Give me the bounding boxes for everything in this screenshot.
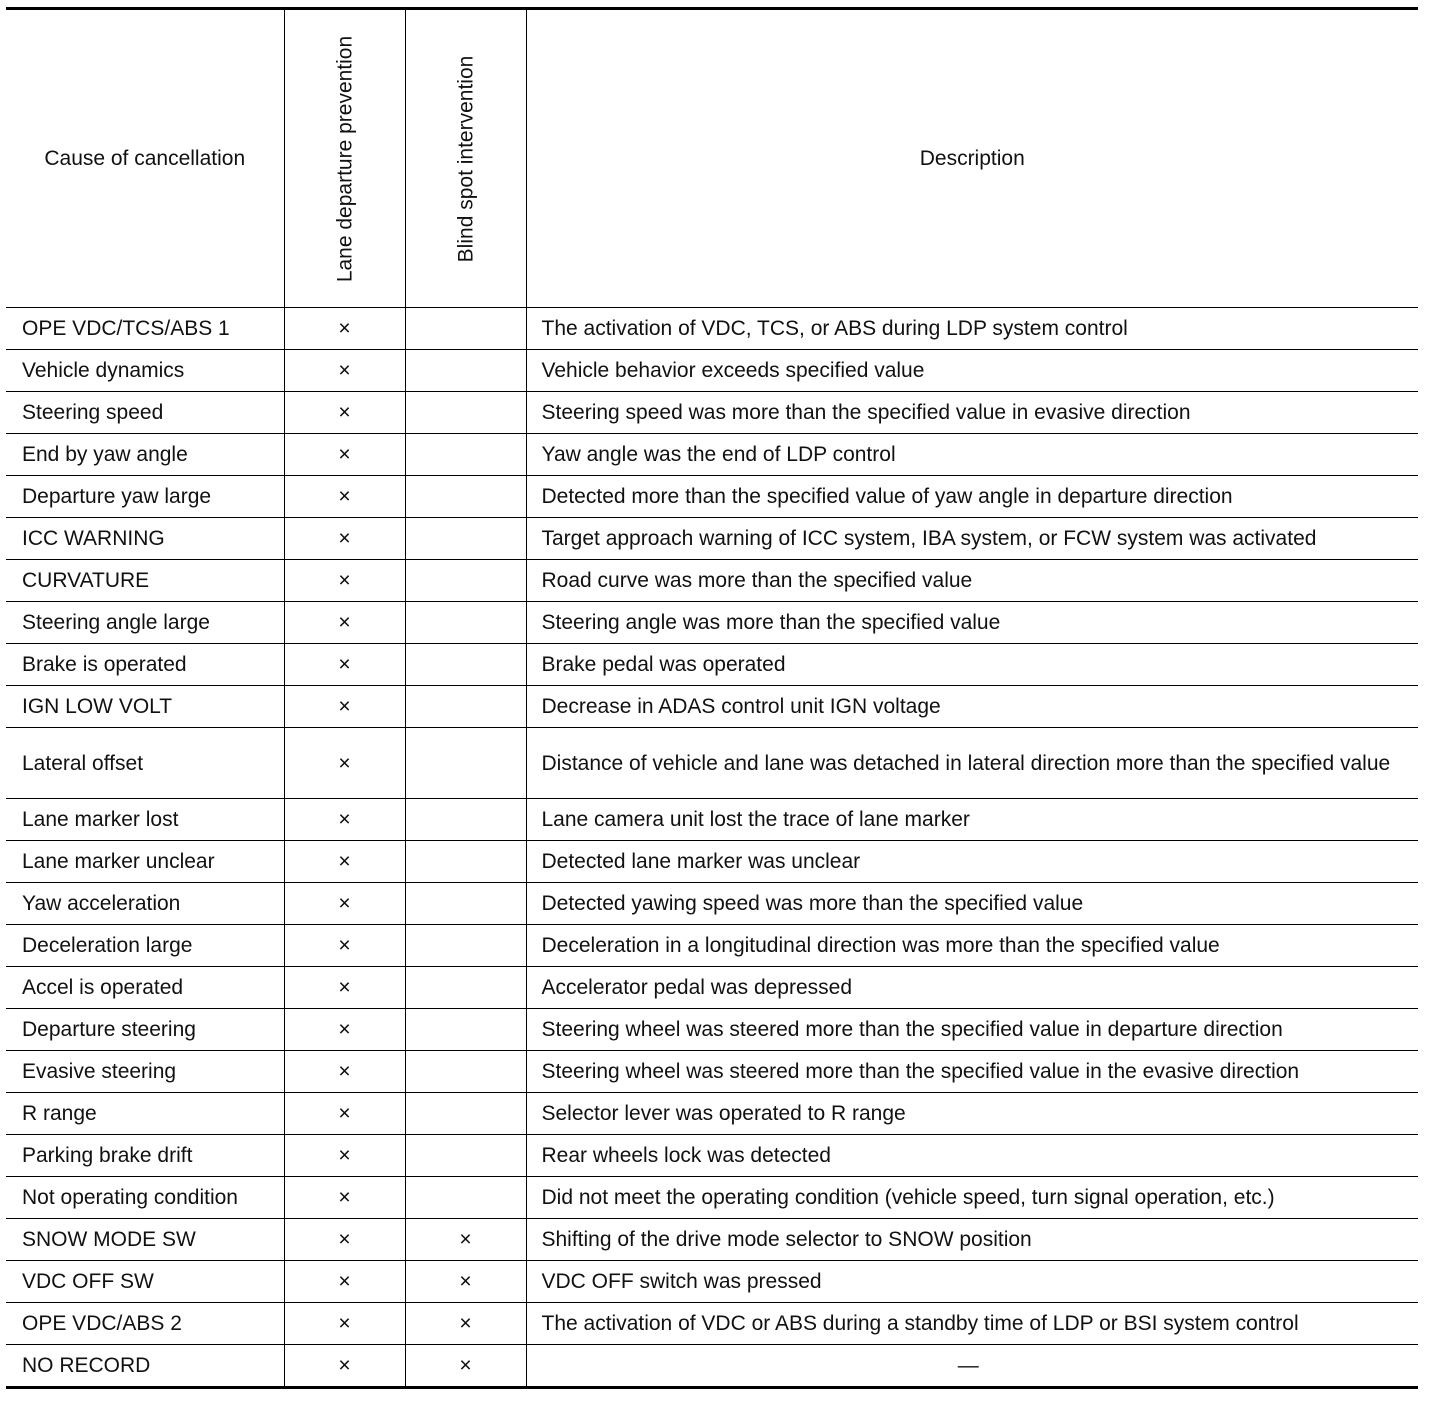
cause-cell: Yaw acceleration: [6, 883, 284, 925]
table-row: [6, 967, 1418, 1009]
description-cell: Detected lane marker was unclear: [526, 841, 1418, 883]
header-row: [6, 9, 1418, 308]
description-cell: Detected more than the specified value of yaw angle in departure direction: [526, 476, 1418, 518]
header-ldp-label: Lane departure prevention: [333, 35, 356, 282]
description-cell: Did not meet the operating condition (vehicle speed, turn signal operation, etc.): [526, 1177, 1418, 1219]
bsi-mark-cell: [405, 560, 526, 602]
cause-cell: NO RECORD: [6, 1345, 284, 1388]
cause-cell: R range: [6, 1093, 284, 1135]
cause-cell: Lane marker lost: [6, 799, 284, 841]
ldp-mark-cell: ×: [284, 1345, 405, 1388]
table-row: [6, 350, 1418, 392]
table-row: [6, 728, 1418, 799]
description-cell: The activation of VDC, TCS, or ABS during LDP system control: [526, 308, 1418, 350]
bsi-mark-cell: [405, 1093, 526, 1135]
description-cell: Rear wheels lock was detected: [526, 1135, 1418, 1177]
description-cell: Steering angle was more than the specified value: [526, 602, 1418, 644]
ldp-mark-cell: ×: [284, 1219, 405, 1261]
ldp-mark-cell: ×: [284, 1009, 405, 1051]
table-row: [6, 1093, 1418, 1135]
bsi-mark-cell: [405, 799, 526, 841]
description-cell: Accelerator pedal was depressed: [526, 967, 1418, 1009]
bsi-mark-cell: [405, 602, 526, 644]
ldp-mark-cell: ×: [284, 476, 405, 518]
cause-cell: Steering speed: [6, 392, 284, 434]
table-row: [6, 644, 1418, 686]
bsi-mark-cell: [405, 1009, 526, 1051]
cause-cell: OPE VDC/ABS 2: [6, 1303, 284, 1345]
description-cell: Deceleration in a longitudinal direction was more than the specified value: [526, 925, 1418, 967]
bsi-mark-cell: [405, 686, 526, 728]
cause-cell: Not operating condition: [6, 1177, 284, 1219]
ldp-mark-cell: ×: [284, 644, 405, 686]
table-row: [6, 560, 1418, 602]
ldp-mark-cell: ×: [284, 728, 405, 799]
description-cell: Road curve was more than the specified value: [526, 560, 1418, 602]
description-cell: Brake pedal was operated: [526, 644, 1418, 686]
ldp-mark-cell: ×: [284, 799, 405, 841]
header-ldp: [284, 9, 405, 308]
header-bsi: [405, 9, 526, 308]
table-row: [6, 1051, 1418, 1093]
cause-cell: VDC OFF SW: [6, 1261, 284, 1303]
ldp-mark-cell: ×: [284, 686, 405, 728]
description-cell: Steering speed was more than the specified value in evasive direction: [526, 392, 1418, 434]
ldp-mark-cell: ×: [284, 392, 405, 434]
ldp-mark-cell: ×: [284, 1135, 405, 1177]
table-row: [6, 1009, 1418, 1051]
description-cell: Vehicle behavior exceeds specified value: [526, 350, 1418, 392]
cause-cell: Departure steering: [6, 1009, 284, 1051]
header-bsi-label: Blind spot intervention: [454, 55, 477, 262]
ldp-mark-cell: ×: [284, 1261, 405, 1303]
bsi-mark-cell: [405, 1135, 526, 1177]
bsi-mark-cell: [405, 476, 526, 518]
bsi-mark-cell: ×: [405, 1219, 526, 1261]
bsi-mark-cell: [405, 925, 526, 967]
ldp-mark-cell: ×: [284, 350, 405, 392]
bsi-mark-cell: ×: [405, 1303, 526, 1345]
table-row: [6, 841, 1418, 883]
ldp-mark-cell: ×: [284, 1303, 405, 1345]
description-cell: Detected yawing speed was more than the specified value: [526, 883, 1418, 925]
table-row: [6, 925, 1418, 967]
cause-cell: Vehicle dynamics: [6, 350, 284, 392]
bsi-mark-cell: [405, 350, 526, 392]
table-row: [6, 1135, 1418, 1177]
cause-cell: Accel is operated: [6, 967, 284, 1009]
table-row: [6, 1219, 1418, 1261]
cancellation-table: [6, 7, 1418, 1389]
bsi-mark-cell: ×: [405, 1345, 526, 1388]
table-row: [6, 392, 1418, 434]
cause-cell: CURVATURE: [6, 560, 284, 602]
cause-cell: Deceleration large: [6, 925, 284, 967]
cause-cell: Lane marker unclear: [6, 841, 284, 883]
description-cell: Steering wheel was steered more than the specified value in departure direction: [526, 1009, 1418, 1051]
cause-cell: Evasive steering: [6, 1051, 284, 1093]
ldp-mark-cell: ×: [284, 308, 405, 350]
ldp-mark-cell: ×: [284, 518, 405, 560]
cause-cell: IGN LOW VOLT: [6, 686, 284, 728]
table-row: [6, 1303, 1418, 1345]
cause-cell: Steering angle large: [6, 602, 284, 644]
ldp-mark-cell: ×: [284, 883, 405, 925]
bsi-mark-cell: [405, 308, 526, 350]
ldp-mark-cell: ×: [284, 602, 405, 644]
cause-cell: Brake is operated: [6, 644, 284, 686]
cause-cell: OPE VDC/TCS/ABS 1: [6, 308, 284, 350]
table-row: [6, 434, 1418, 476]
description-cell: Yaw angle was the end of LDP control: [526, 434, 1418, 476]
bsi-mark-cell: [405, 1051, 526, 1093]
description-cell: Steering wheel was steered more than the specified value in the evasive direction: [526, 1051, 1418, 1093]
description-cell: —: [526, 1345, 1418, 1388]
table-row: [6, 476, 1418, 518]
bsi-mark-cell: [405, 518, 526, 560]
cause-cell: Parking brake drift: [6, 1135, 284, 1177]
cause-cell: SNOW MODE SW: [6, 1219, 284, 1261]
description-cell: Decrease in ADAS control unit IGN voltage: [526, 686, 1418, 728]
header-description: Description: [526, 9, 1418, 308]
header-cause: Cause of cancellation: [6, 9, 284, 308]
table-row: [6, 799, 1418, 841]
table-row: [6, 308, 1418, 350]
description-cell: Lane camera unit lost the trace of lane marker: [526, 799, 1418, 841]
bsi-mark-cell: [405, 841, 526, 883]
table-body: [6, 308, 1418, 1388]
cause-cell: Lateral offset: [6, 728, 284, 799]
cause-cell: Departure yaw large: [6, 476, 284, 518]
ldp-mark-cell: ×: [284, 434, 405, 476]
table-row: [6, 883, 1418, 925]
table-row: [6, 602, 1418, 644]
ldp-mark-cell: ×: [284, 1051, 405, 1093]
ldp-mark-cell: ×: [284, 925, 405, 967]
bsi-mark-cell: [405, 434, 526, 476]
description-cell: Shifting of the drive mode selector to SNOW position: [526, 1219, 1418, 1261]
description-cell: Selector lever was operated to R range: [526, 1093, 1418, 1135]
cause-cell: ICC WARNING: [6, 518, 284, 560]
table-row: [6, 686, 1418, 728]
bsi-mark-cell: [405, 1177, 526, 1219]
bsi-mark-cell: ×: [405, 1261, 526, 1303]
description-cell: VDC OFF switch was pressed: [526, 1261, 1418, 1303]
table-row: [6, 1261, 1418, 1303]
description-cell: The activation of VDC or ABS during a standby time of LDP or BSI system control: [526, 1303, 1418, 1345]
bsi-mark-cell: [405, 728, 526, 799]
ldp-mark-cell: ×: [284, 841, 405, 883]
cause-cell: End by yaw angle: [6, 434, 284, 476]
bsi-mark-cell: [405, 883, 526, 925]
table-row: [6, 1345, 1418, 1388]
ldp-mark-cell: ×: [284, 1093, 405, 1135]
description-cell: Distance of vehicle and lane was detached in lateral direction more than the specified value: [526, 728, 1418, 799]
bsi-mark-cell: [405, 392, 526, 434]
description-cell: Target approach warning of ICC system, IBA system, or FCW system was activated: [526, 518, 1418, 560]
ldp-mark-cell: ×: [284, 967, 405, 1009]
ldp-mark-cell: ×: [284, 560, 405, 602]
table-row: [6, 518, 1418, 560]
ldp-mark-cell: ×: [284, 1177, 405, 1219]
table-row: [6, 1177, 1418, 1219]
table-header: [6, 9, 1418, 308]
bsi-mark-cell: [405, 967, 526, 1009]
bsi-mark-cell: [405, 644, 526, 686]
